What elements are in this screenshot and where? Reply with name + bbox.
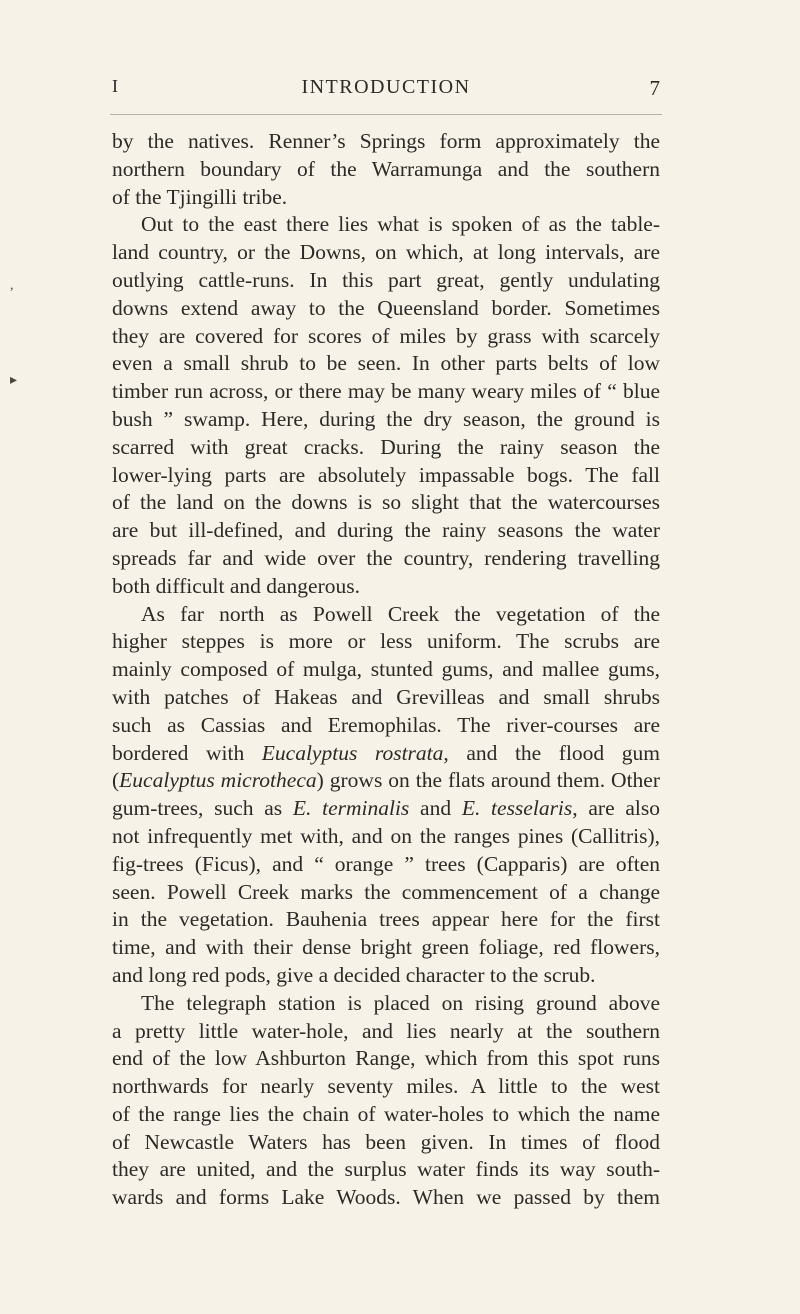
text-run: bordered with bbox=[112, 740, 262, 765]
text-line: with patches of Hakeas and Grevilleas and small shrubs bbox=[112, 684, 660, 709]
species-name: E. tesselaris bbox=[461, 796, 573, 821]
text-line: As far north as Powell Creek the vegetation of the bbox=[141, 601, 660, 626]
text-line: in the vegetation. Bauhenia trees appear here for the first bbox=[112, 907, 660, 932]
text-line: end of the low Ashburton Range, which from this spot runs bbox=[112, 1046, 660, 1071]
text-line: spreads far and wide over the country, rendering travelling bbox=[112, 545, 660, 570]
text-line: The telegraph station is placed on rising ground above bbox=[141, 990, 660, 1015]
text-run: ) grows on the flats around them. Other bbox=[316, 768, 661, 793]
text-line: timber run across, or there may be many weary miles of “ blue bbox=[112, 379, 660, 404]
text-line: such as Cassias and Eremophilas. The river-courses are bbox=[112, 712, 660, 737]
text-line: of Newcastle Waters has been given. In times of flood bbox=[112, 1129, 660, 1154]
text-line: lower-lying parts are absolutely impassable bogs. The fall bbox=[112, 462, 660, 487]
text-line: mainly composed of mulga, stunted gums, and mallee gums, bbox=[112, 657, 660, 682]
text-line: outlying cattle-runs. In this part great, gently undulating bbox=[112, 267, 660, 292]
text-run: , are also bbox=[572, 796, 660, 821]
body-text bbox=[112, 128, 660, 1212]
header-rule bbox=[110, 114, 662, 115]
text-run: gum-trees, such as bbox=[112, 796, 293, 821]
text-line: a pretty little water-hole, and lies nearly at the southern bbox=[112, 1018, 660, 1043]
text-line: even a small shrub to be seen. In other parts belts of low bbox=[112, 351, 660, 376]
text-line bbox=[112, 795, 660, 823]
running-head bbox=[112, 76, 660, 110]
page-number: 7 bbox=[649, 76, 660, 100]
running-title: INTRODUCTION bbox=[301, 76, 471, 98]
text-line: Out to the east there lies what is spoken of as the table- bbox=[141, 212, 660, 237]
text-line: of the Tjingilli tribe. bbox=[112, 184, 288, 209]
text-line: they are covered for scores of miles by grass with scarcely bbox=[112, 323, 660, 348]
text-run: , and the flood gum bbox=[443, 740, 660, 765]
margin-speck: ▸ bbox=[10, 373, 18, 388]
text-line: of the land on the downs is so slight that the watercourses bbox=[112, 490, 660, 515]
text-line: both difficult and dangerous. bbox=[112, 573, 360, 598]
chapter-numeral: I bbox=[112, 76, 118, 96]
text-line: by the natives. Renner’s Springs form approximately the bbox=[112, 129, 660, 153]
species-name: Eucalyptus microtheca bbox=[119, 768, 317, 793]
text-line: land country, or the Downs, on which, at long intervals, are bbox=[112, 240, 660, 265]
text-line: and long red pods, give a decided character to the scrub. bbox=[112, 962, 596, 987]
text-line: downs extend away to the Queensland border. Sometimes bbox=[112, 295, 660, 320]
text-line: not infrequently met with, and on the ranges pines (Callitris), bbox=[112, 823, 660, 848]
margin-speck: , bbox=[10, 278, 14, 293]
text-line: time, and with their dense bright green foliage, red flowers, bbox=[112, 935, 660, 960]
text-line: of the range lies the chain of water-holes to which the name bbox=[112, 1101, 660, 1126]
text-line bbox=[112, 740, 660, 768]
text-line: northwards for nearly seventy miles. A little to the west bbox=[112, 1074, 660, 1099]
text-line: northern boundary of the Warramunga and the southern bbox=[112, 156, 660, 181]
text-run: and bbox=[409, 796, 462, 821]
text-run: ( bbox=[112, 768, 120, 793]
text-line: higher steppes is more or less uniform. The scrubs are bbox=[112, 629, 660, 654]
text-line: seen. Powell Creek marks the commencement of a change bbox=[112, 879, 660, 904]
species-name: Eucalyptus rostrata bbox=[261, 740, 444, 765]
text-line: are but ill-defined, and during the rainy seasons the water bbox=[112, 518, 660, 543]
text-line: they are united, and the surplus water finds its way south- bbox=[112, 1157, 660, 1182]
species-name: E. terminalis bbox=[292, 796, 410, 821]
text-line: fig-trees (Ficus), and “ orange ” trees (Capparis) are often bbox=[112, 851, 660, 876]
text-line bbox=[112, 767, 660, 795]
text-line: bush ” swamp. Here, during the dry season, the ground is bbox=[112, 406, 660, 431]
text-line: wards and forms Lake Woods. When we passed by them bbox=[112, 1185, 660, 1210]
text-line: scarred with great cracks. During the rainy season the bbox=[112, 434, 660, 459]
